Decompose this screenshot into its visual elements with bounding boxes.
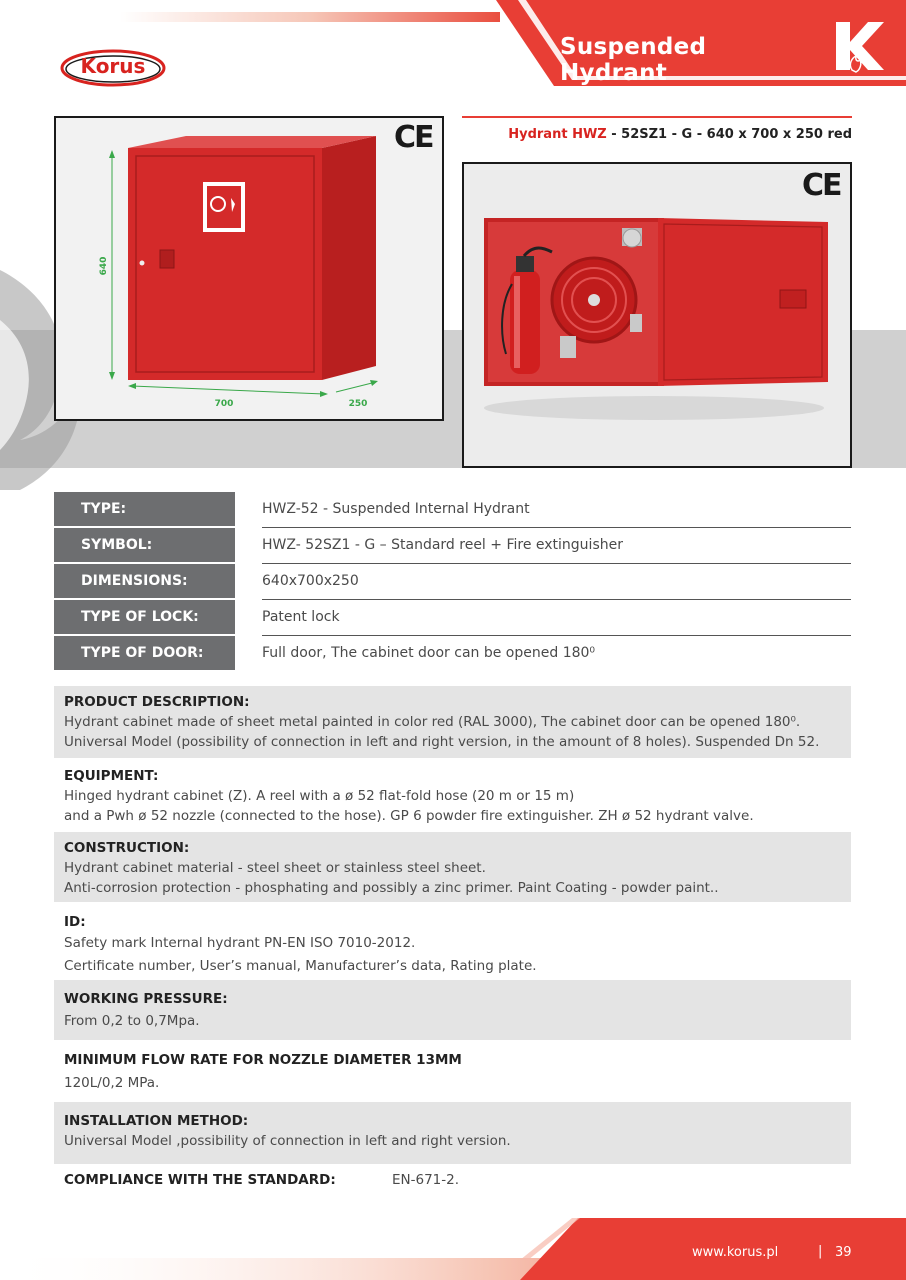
section-title: ID: xyxy=(64,914,86,930)
section-installation-method xyxy=(54,1102,851,1164)
footer-url-link[interactable]: www.korus.pl xyxy=(692,1245,779,1260)
section-line: Certificate number, User’s manual, Manufacturer’s data, Rating plate. xyxy=(64,958,537,974)
section-title: INSTALLATION METHOD: xyxy=(64,1113,249,1129)
spec-value: HWZ- 52SZ1 - G – Standard reel + Fire extinguisher xyxy=(262,528,851,564)
section-line: Safety mark Internal hydrant PN-EN ISO 7010-2012. xyxy=(64,935,416,951)
section-line: Anti-corrosion protection - phosphating and possibly a zinc primer. Paint Coating - powder paint.. xyxy=(64,880,719,896)
closed-cabinet-image xyxy=(54,116,444,421)
ce-mark-right: CE xyxy=(802,168,841,203)
compliance-row xyxy=(64,1172,764,1194)
logo-text: Korus xyxy=(80,54,146,78)
ce-mark-left: CE xyxy=(394,120,433,155)
spec-row-symbol xyxy=(54,528,851,564)
spec-row-door xyxy=(54,636,851,672)
section-construction xyxy=(54,832,851,902)
page-number: 39 xyxy=(835,1245,852,1260)
spec-label: TYPE OF DOOR: xyxy=(54,636,235,670)
section-title: WORKING PRESSURE: xyxy=(64,991,228,1007)
product-title xyxy=(462,116,852,146)
spec-value: Patent lock xyxy=(262,600,851,636)
closed-cabinet-drawing xyxy=(56,118,442,419)
spec-row-type xyxy=(54,492,851,528)
spec-row-dimensions xyxy=(54,564,851,600)
section-line: Hydrant cabinet material - steel sheet or stainless steel sheet. xyxy=(64,860,486,876)
spec-value: Full door, The cabinet door can be opened 180⁰ xyxy=(262,645,596,661)
section-product-description xyxy=(54,686,851,758)
product-title-model: - 52SZ1 - G - 640 x 700 x 250 red xyxy=(606,127,852,142)
open-cabinet-image xyxy=(462,162,852,468)
section-working-pressure xyxy=(54,980,851,1040)
section-line: Universal Model (possibility of connection in left and right version, in the amount of 8 holes). Suspended Dn 52. xyxy=(64,734,820,750)
section-line: and a Pwh ø 52 nozzle (connected to the hose). GP 6 powder fire extinguisher. ZH ø 52 hydrant valve. xyxy=(64,808,754,824)
compliance-value: EN-671-2. xyxy=(392,1172,460,1188)
footer-separator: | xyxy=(818,1244,823,1259)
section-line: 120L/0,2 MPa. xyxy=(64,1075,160,1091)
dimension-width-label: 700 xyxy=(214,399,234,409)
page-title: Suspended Hydrant xyxy=(560,34,707,86)
section-title: MINIMUM FLOW RATE FOR NOZZLE DIAMETER 13MM xyxy=(64,1052,462,1068)
k-fire-logo-icon xyxy=(828,16,890,76)
section-title: EQUIPMENT: xyxy=(64,768,159,784)
section-title: CONSTRUCTION: xyxy=(64,840,190,856)
spec-row-lock xyxy=(54,600,851,636)
section-title: PRODUCT DESCRIPTION: xyxy=(64,694,250,710)
section-line: Hinged hydrant cabinet (Z). A reel with a ø 52 flat-fold hose (20 m or 15 m) xyxy=(64,788,575,804)
spec-label: DIMENSIONS: xyxy=(54,564,235,598)
spec-label: SYMBOL: xyxy=(54,528,235,562)
section-line: From 0,2 to 0,7Mpa. xyxy=(64,1013,200,1029)
dimension-height-label: 640 xyxy=(99,256,109,276)
spec-table xyxy=(54,492,851,672)
compliance-title: COMPLIANCE WITH THE STANDARD: xyxy=(64,1172,336,1188)
spec-label: TYPE OF LOCK: xyxy=(54,600,235,634)
section-minimum-flow-rate xyxy=(54,1042,851,1098)
open-cabinet-drawing xyxy=(464,164,850,466)
dimension-depth-label: 250 xyxy=(348,399,368,409)
section-line: Universal Model ,possibility of connection in left and right version. xyxy=(64,1133,511,1149)
korus-logo xyxy=(60,48,166,88)
spec-label: TYPE: xyxy=(54,492,235,526)
spec-value: HWZ-52 - Suspended Internal Hydrant xyxy=(262,492,851,528)
section-id xyxy=(54,906,851,978)
section-line: Hydrant cabinet made of sheet metal painted in color red (RAL 3000), The cabinet door can be opened 180⁰. xyxy=(64,714,801,730)
product-title-prefix: Hydrant HWZ xyxy=(508,127,607,142)
section-equipment xyxy=(54,760,851,830)
header-gradient-strip xyxy=(120,12,500,22)
spec-value: 640x700x250 xyxy=(262,564,851,600)
